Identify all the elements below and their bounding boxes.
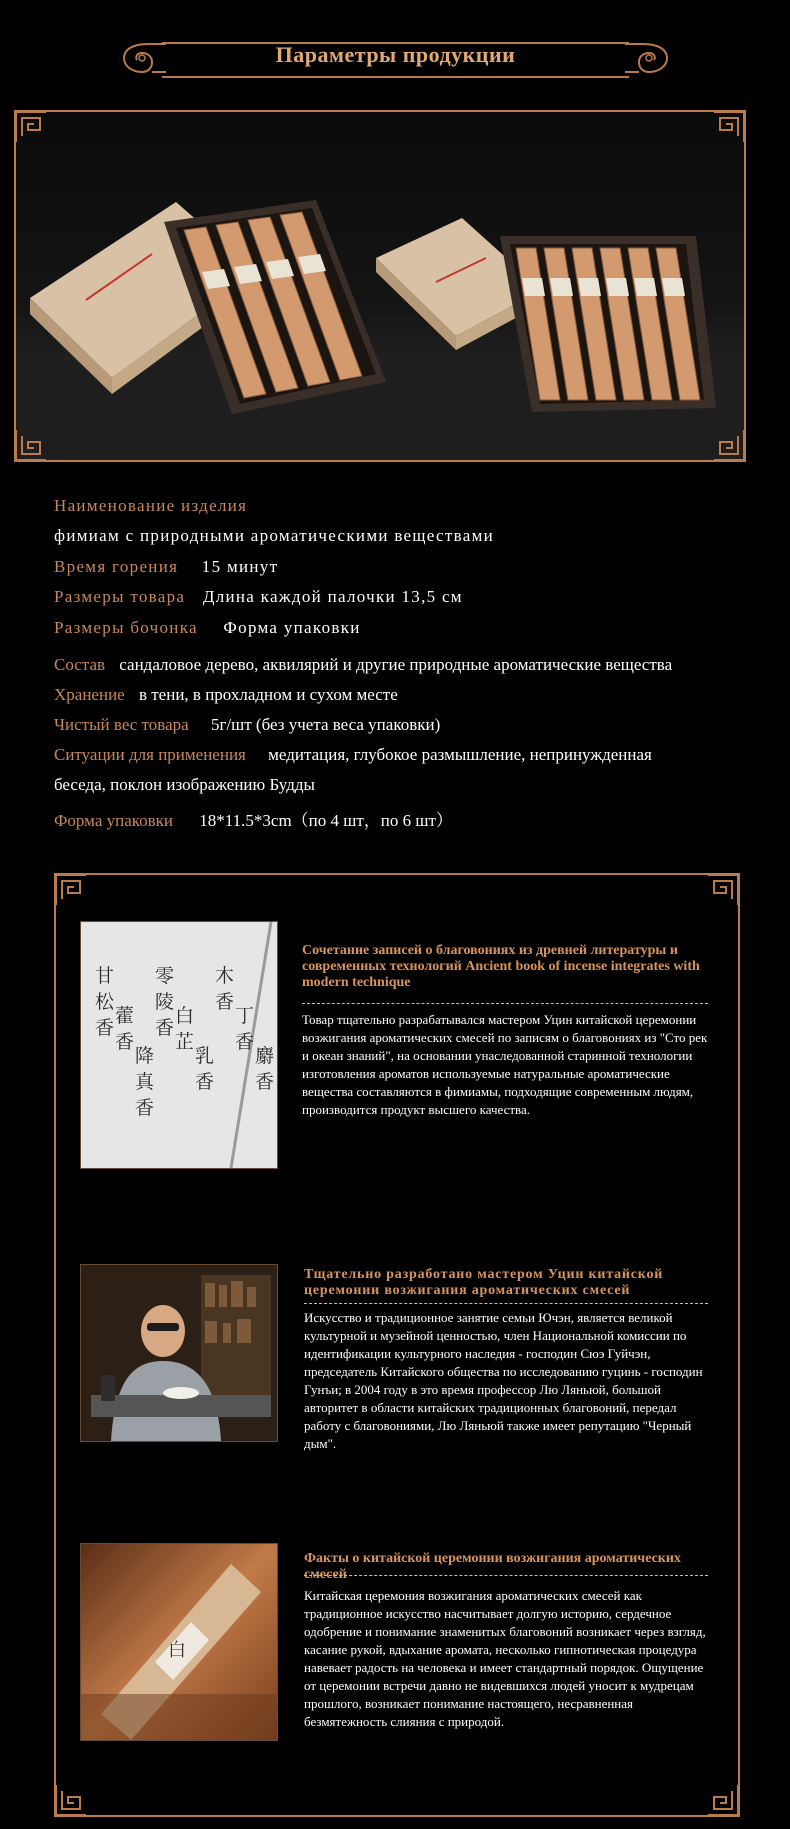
param-burn-time	[54, 557, 278, 577]
card-3-body: Китайская церемония возжигания ароматических смесей как традиционное искусство насчитывает долгую историю, сердечное одобрение и понимание знаменитых благовоний возникает через взгляд, касание рукой, вдыхание аромата, несколько гипнотическая процедура навевает радость на человека и имеет стандартный порядок. Ощущение от церемонии встречи давно не видевшихся людей уносит к мудрецам прошлого, возникает понимание настоящего, несравненная безмятежность слияния с природой.	[304, 1588, 706, 1729]
param-label: Состав	[54, 655, 106, 674]
product-photo	[14, 110, 746, 462]
section-banner	[118, 36, 673, 80]
stick-label: 白	[168, 1640, 186, 1661]
book-glyph: 陵	[155, 991, 175, 1013]
param-label: Время горения	[54, 557, 179, 576]
param-value: беседа, поклон изображению Будды	[54, 775, 315, 794]
param-value: Форма упаковки	[223, 618, 361, 637]
param-label: Хранение	[54, 685, 125, 704]
book-glyph: 香	[195, 1071, 215, 1093]
param-storage	[54, 685, 398, 705]
card-3-title: Факты о китайской церемонии возжигания ароматических смесей	[304, 1551, 681, 1582]
book-glyph: 甘	[95, 965, 115, 987]
param-usage-continued	[54, 775, 315, 795]
param-product-name-value	[54, 526, 494, 546]
book-glyph: 降	[135, 1045, 155, 1067]
book-glyph: 香	[215, 991, 235, 1013]
frame-corner-icon	[706, 873, 740, 907]
incense-stick-closeup-image	[80, 1543, 278, 1741]
param-product-name	[54, 496, 247, 516]
book-glyph: 木	[215, 965, 235, 987]
book-glyph: 香	[235, 1031, 255, 1053]
ancient-book-image	[80, 921, 278, 1169]
frame-corner-icon	[712, 428, 746, 462]
book-glyph: 丁	[235, 1005, 255, 1027]
param-value: сандаловое дерево, аквилярий и другие природные ароматические вещества	[119, 655, 673, 674]
book-glyph: 香	[115, 1031, 135, 1053]
card-2-title: Тщательно разработано мастером Уцин китайской церемонии возжигания ароматических смесей	[304, 1267, 664, 1298]
card-2-divider	[304, 1303, 708, 1304]
book-glyph: 香	[95, 1017, 115, 1039]
param-value: медитация, глубокое размышление, непринужденная	[268, 745, 652, 764]
param-product-size	[54, 587, 463, 607]
frame-corner-icon	[54, 873, 88, 907]
banner-ornament-right-icon	[623, 36, 673, 80]
book-glyph: 松	[95, 991, 115, 1013]
card-1-body: Товар тщательно разрабатывался мастером Уцин китайской церемонии возжигания ароматических смесей по записям о благовониях из "Сто рек и океан знаний", на основании унаследованной старинной технологии изготовления ароматов используемые натуральные ароматические вещества составляются в фимиамы, подходящие современным людям, производится продукт высшего качества.	[302, 1012, 708, 1117]
book-glyph: 真	[135, 1071, 155, 1093]
param-label: Чистый вес товара	[54, 715, 189, 734]
frame-corner-icon	[712, 110, 746, 144]
param-value: Длина каждой палочки 13,5 см	[202, 587, 463, 606]
param-barrel-size	[54, 618, 361, 638]
card-2-body: Искусство и традиционное занятие семьи Ючэн, является великой культурной и музейной ценностью, член Национальной комиссии по идентификации культурного наследия - господин Сюэ Гуйчэн, председатель Китайского общества по исследованию гуцинь - господин Гунъи; в 2004 году в это время профессор Лю Ляньюй, большой авторитет в области китайских традиционных благовоний, передал работу с благовониями, Лю Ляньюй также имеет репутацию "Черный дым".	[304, 1310, 703, 1451]
param-label: Размеры товара	[54, 587, 186, 606]
frame-corner-icon	[54, 1783, 88, 1817]
book-glyph: 芷	[175, 1031, 195, 1053]
frame-corner-icon	[706, 1783, 740, 1817]
param-label: Размеры бочонка	[54, 618, 198, 637]
param-value: 15 минут	[201, 557, 279, 576]
book-glyph: 香	[155, 1017, 175, 1039]
param-label: Форма упаковки	[54, 811, 174, 830]
book-glyph: 香	[135, 1097, 155, 1119]
book-glyph: 白	[175, 1005, 195, 1027]
card-1-title: Сочетание записей о благовониях из древней литературы и современных технологий Ancient book of incense integrates with modern technique	[302, 943, 700, 990]
book-glyph: 藿	[115, 1005, 135, 1027]
frame-corner-icon	[14, 428, 48, 462]
param-label: Ситуации для применения	[54, 745, 246, 764]
param-net-weight	[54, 715, 440, 735]
card-3-divider	[304, 1575, 708, 1576]
info-section	[54, 873, 740, 1817]
param-usage	[54, 745, 652, 765]
param-package	[54, 806, 453, 831]
param-value: в тени, в прохладном и сухом месте	[138, 685, 398, 704]
master-portrait-image	[80, 1264, 278, 1442]
page-title: Параметры продукции	[275, 42, 516, 67]
param-composition	[54, 655, 672, 675]
param-value: фимиам с природными ароматическими веществами	[54, 526, 495, 545]
card-1-divider	[302, 1003, 708, 1004]
book-glyph: 麝	[255, 1045, 275, 1067]
book-glyph: 零	[155, 965, 175, 987]
incense-boxes-image	[16, 112, 744, 460]
param-value: 5г/шт (без учета веса упаковки)	[210, 715, 441, 734]
param-value: 18*11.5*3cm（по 4 шт，по 6 шт）	[199, 811, 453, 830]
frame-corner-icon	[14, 110, 48, 144]
book-glyph: 乳	[195, 1045, 215, 1067]
book-glyph: 香	[255, 1071, 275, 1093]
param-label: Наименование изделия	[54, 496, 248, 515]
